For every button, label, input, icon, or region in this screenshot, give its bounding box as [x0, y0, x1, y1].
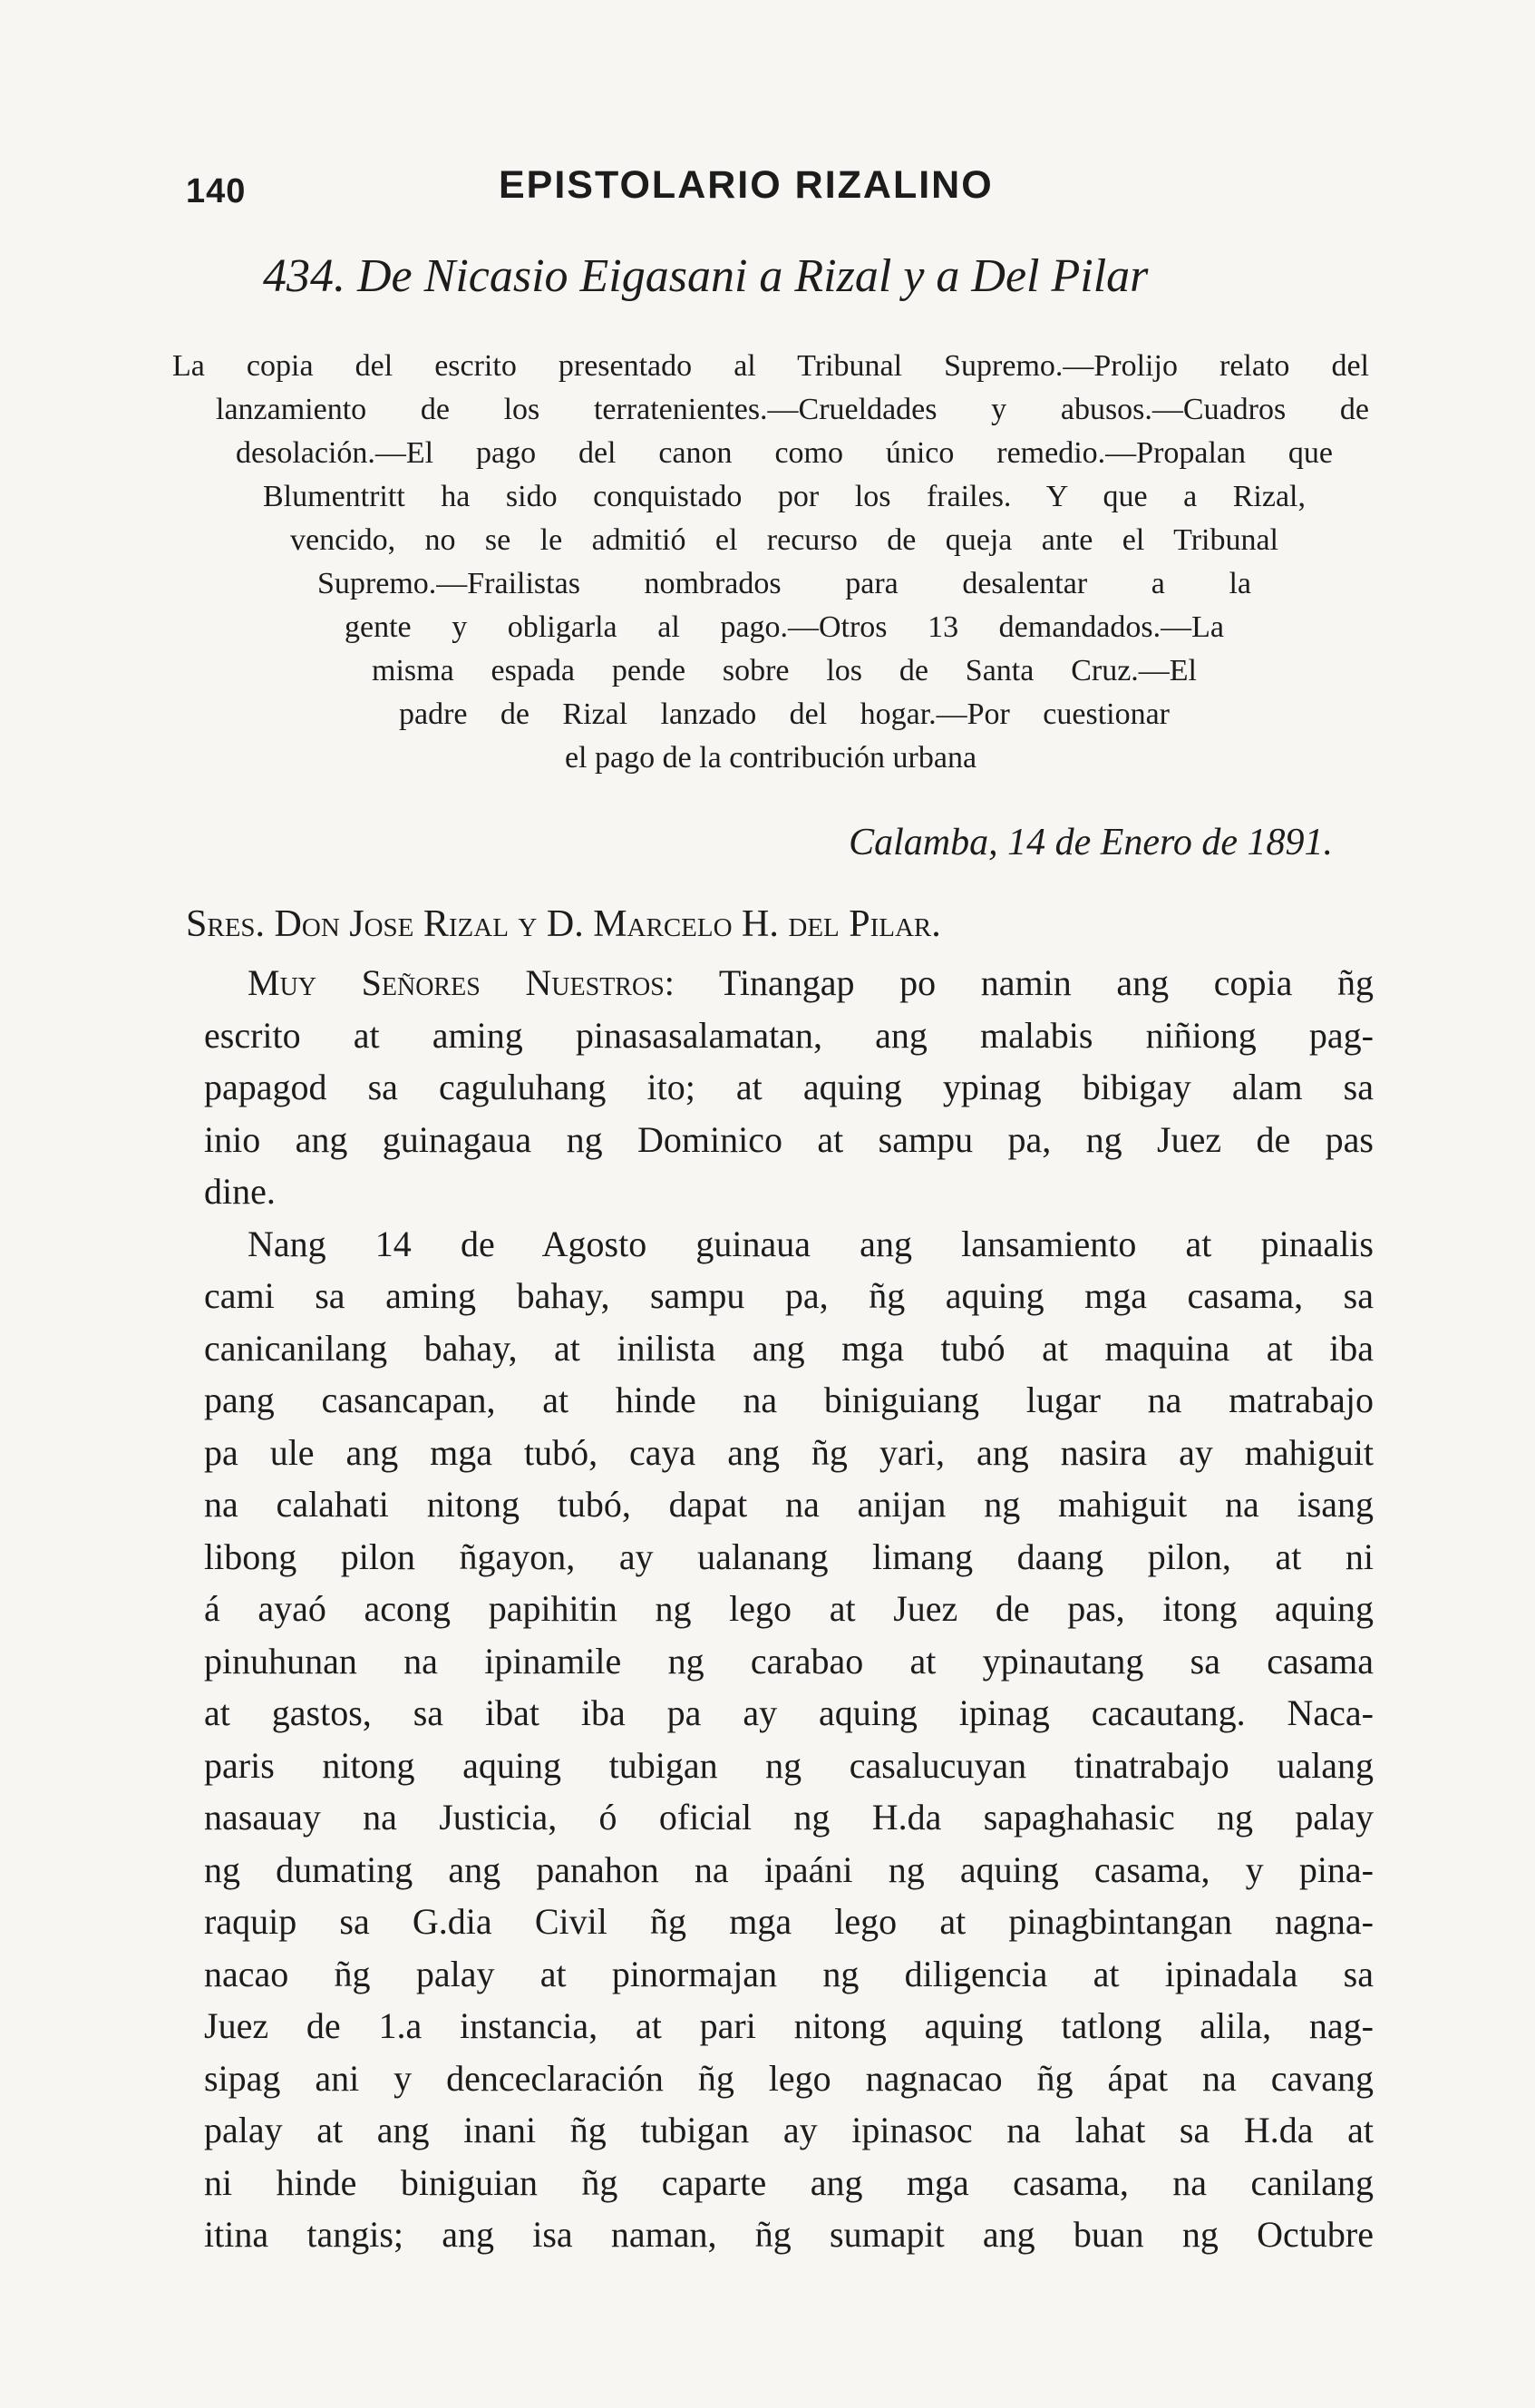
running-head: EPISTOLARIO RIZALINO [499, 163, 994, 207]
summary-line: desolación.—El pago del canon como único remedio.—Propalan que [236, 436, 1333, 470]
page-number: 140 [186, 172, 247, 210]
summary-line: lanzamiento de los terratenientes.—Crueldades y abusos.—Cuadros de [216, 393, 1369, 426]
body-line: at gastos, sa ibat iba pa ay aquing ipinag cacautang. Naca- [204, 1692, 1374, 1733]
body-line: escrito at aming pinasasalamatan, ang malabis niñiong pag- [204, 1014, 1374, 1056]
body-line: nacao ñg palay at pinormajan ng diligencia at ipinadala sa [204, 1953, 1374, 1994]
summary-line: Supremo.—Frailistas nombrados para desalentar a la [317, 567, 1251, 600]
body-line: nasauay na Justicia, ó oficial ng H.da sapaghahasic ng palay [204, 1797, 1374, 1838]
body-line: papagod sa caguluhang ito; at aquing ypinag bibigay alam sa [204, 1067, 1374, 1107]
letter-body [204, 957, 1374, 2261]
body-line: ng dumating ang panahon na ipaáni ng aquing casama, y pina- [204, 1848, 1374, 1890]
summary-line: vencido, no se le admitió el recurso de queja ante el Tribunal [290, 523, 1278, 557]
dateline: Calamba, 14 de Enero de 1891. [849, 822, 1333, 863]
letter-title: 434. De Nicasio Eigasani a Rizal y a Del Pilar [263, 250, 1149, 302]
summary-line: el pago de la contribución urbana [564, 741, 977, 775]
body-line: canicanilang bahay, at inilista ang mga tubó at maquina at iba [204, 1327, 1374, 1369]
body-line: palay at ang inani ñg tubigan ay ipinasoc na lahat sa H.da at [204, 2110, 1374, 2150]
body-line: cami sa aming bahay, sampu pa, ñg aquing mga casama, sa [204, 1275, 1374, 1316]
body-line [204, 957, 1374, 1009]
body-line: pang casancapan, at hinde na biniguiang lugar na matrabajo [204, 1379, 1374, 1420]
body-line: paris nitong aquing tubigan ng casalucuyan tinatrabajo ualang [204, 1744, 1374, 1786]
body-line: itina tangis; ang isa naman, ñg sumapit ang buan ng Octubre [204, 2214, 1374, 2255]
summary-line: misma espada pende sobre los de Santa Cruz.—El [372, 654, 1197, 687]
body-line: pinuhunan na ipinamile ng carabao at ypinautang sa casama [204, 1640, 1374, 1682]
greeting: Muy Señores Nuestros: [248, 962, 675, 1003]
body-line: sipag ani y denceclaración ñg lego nagnacao ñg ápat na cavang [204, 2057, 1374, 2099]
summary-line: Blumentritt ha sido conquistado por los frailes. Y que a Rizal, [263, 480, 1306, 513]
body-line: Nang 14 de Agosto guinaua ang lansamiento at pinaalis [248, 1223, 1374, 1264]
body-line: pa ule ang mga tubó, caya ang ñg yari, ang nasira ay mahiguit [204, 1431, 1374, 1473]
letter-summary [172, 345, 1369, 780]
body-line: dine. [204, 1171, 276, 1212]
summary-line: gente y obligarla al pago.—Otros 13 demandados.—La [345, 610, 1224, 644]
body-line: ni hinde biniguian ñg caparte ang mga casama, na canilang [204, 2161, 1374, 2203]
body-line-text: Tinangap po namin ang copia ñg [718, 962, 1374, 1003]
summary-line: padre de Rizal lanzado del hogar.—Por cuestionar [399, 697, 1170, 731]
body-line: libong pilon ñgayon, ay ualanang limang daang pilon, at ni [204, 1535, 1374, 1577]
body-line: Juez de 1.a instancia, at pari nitong aquing tatlong alila, nag- [204, 2005, 1374, 2046]
salutation: Sres. Don Jose Rizal y D. Marcelo H. del Pilar. [186, 903, 941, 945]
summary-line: La copia del escrito presentado al Tribunal Supremo.—Prolijo relato del [172, 349, 1369, 383]
body-line: raquip sa G.dia Civil ñg mga lego at pinagbintangan nagna- [204, 1901, 1374, 1942]
body-line: na calahati nitong tubó, dapat na anijan ng mahiguit na isang [204, 1484, 1374, 1525]
body-line: inio ang guinagaua ng Dominico at sampu pa, ng Juez de pas [204, 1118, 1374, 1160]
body-line: á ayaó acong papihitin ng lego at Juez de pas, itong aquing [204, 1588, 1374, 1629]
